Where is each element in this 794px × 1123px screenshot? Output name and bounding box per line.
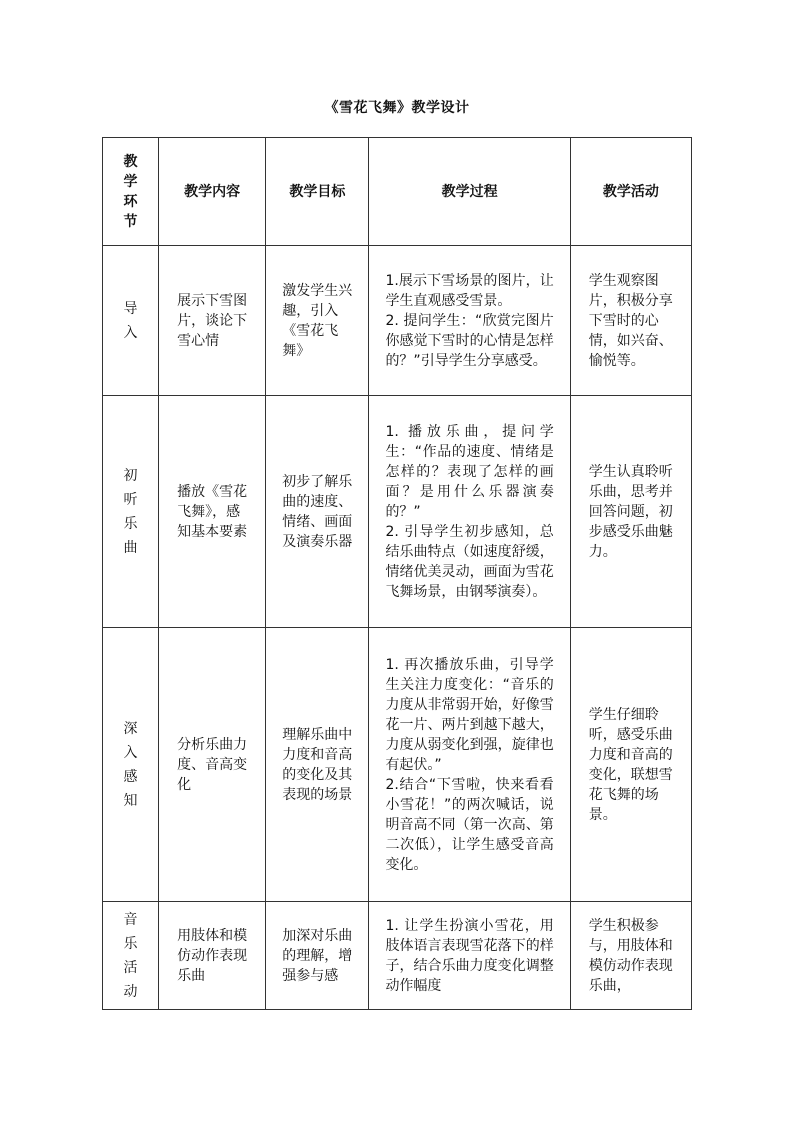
stage-cell [103, 628, 159, 902]
stage-cell [103, 902, 159, 1010]
goal-text: 激发学生兴趣，引入《雪花飞舞》 [282, 282, 353, 359]
process-cell [369, 396, 570, 628]
activity-cell [570, 628, 691, 902]
stage-cell [103, 396, 159, 628]
stage-label: 音乐活动 [123, 911, 138, 1000]
process-text: 1. 让学生扮演小雪花，用肢体语言表现雪花落下的样子，结合乐曲力度变化调整动作幅度 [385, 917, 554, 994]
header-process: 教学过程 [369, 138, 570, 246]
header-stage-label: 教学环节 [123, 153, 138, 230]
goal-text: 初步了解乐曲的速度、情绪、画面及演奏乐器 [282, 473, 353, 550]
process-text: 1.展示下雪场景的图片，让学生直观感受雪景。 2. 提问学生：“欣赏完图片你感觉下雪时的心情是怎样的？”引导学生分享感受。 [385, 272, 554, 369]
goal-cell [266, 902, 369, 1010]
activity-cell [570, 396, 691, 628]
stage-cell [103, 246, 159, 396]
content-cell [159, 628, 266, 902]
table-row [103, 396, 692, 628]
table-row [103, 902, 692, 1010]
activity-text: 学生认真聆听乐曲，思考并回答问题，初步感受乐曲魅力。 [588, 463, 673, 560]
activity-text: 学生观察图片，积极分享下雪时的心情，如兴奋、愉悦等。 [588, 272, 673, 369]
goal-cell [266, 246, 369, 396]
header-stage [103, 138, 159, 246]
table-row [103, 246, 692, 396]
lesson-plan-table [102, 137, 692, 1010]
document-title: 《雪花飞舞》教学设计 [324, 100, 470, 116]
activity-text: 学生积极参与，用肢体和模仿动作表现乐曲， [588, 917, 673, 994]
process-text: 1. 再次播放乐曲，引导学生关注力度变化：“音乐的力度从非常弱开始，好像雪花一片、两片到越下越大，力度从弱变化到强，旋律也有起伏。” 2.结合“下雪啦，快来看看小雪花！”的两次喊话，说明音高不同（第一次高、第二次低），让学生感受音高变化。 [385, 656, 554, 873]
table-header-row [103, 138, 692, 246]
stage-label: 导入 [123, 300, 138, 341]
stage-label: 深入感知 [123, 720, 138, 809]
table-row [103, 628, 692, 902]
content-text: 展示下雪图片，谈论下雪心情 [177, 292, 248, 349]
process-cell [369, 902, 570, 1010]
stage-label: 初听乐曲 [123, 467, 138, 556]
content-text: 分析乐曲力度、音高变化 [177, 736, 248, 793]
process-cell [369, 628, 570, 902]
goal-cell [266, 628, 369, 902]
activity-text: 学生仔细聆听，感受乐曲力度和音高的变化，联想雪花飞舞的场景。 [588, 706, 673, 823]
header-content: 教学内容 [159, 138, 266, 246]
activity-cell [570, 246, 691, 396]
goal-text: 加深对乐曲的理解，增强参与感 [282, 927, 353, 984]
content-text: 播放《雪花飞舞》，感知基本要素 [177, 483, 248, 540]
process-text: 1. 播放乐曲，提问学生：“作品的速度、情绪是怎样的？表现了怎样的画面？是用什么乐器演奏的？” 2. 引导学生初步感知，总结乐曲特点（如速度舒缓，情绪优美灵动，画面为雪花飞舞场景，由钢琴演奏）。 [385, 423, 554, 600]
header-activity: 教学活动 [570, 138, 691, 246]
content-cell [159, 902, 266, 1010]
content-cell [159, 396, 266, 628]
goal-cell [266, 396, 369, 628]
activity-cell [570, 902, 691, 1010]
goal-text: 理解乐曲中力度和音高的变化及其表现的场景 [282, 726, 353, 803]
content-cell [159, 246, 266, 396]
content-text: 用肢体和模仿动作表现乐曲 [177, 927, 248, 984]
process-cell [369, 246, 570, 396]
header-goal: 教学目标 [266, 138, 369, 246]
